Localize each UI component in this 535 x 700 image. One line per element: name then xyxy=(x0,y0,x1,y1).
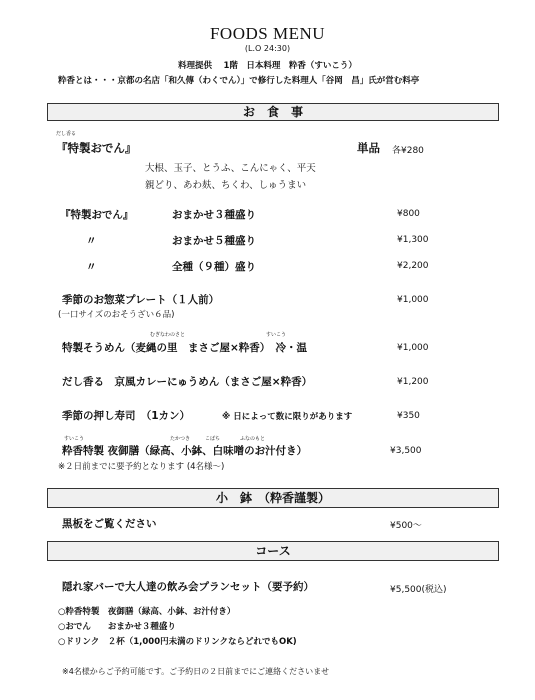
sushi-note: ※ 日によって数に限りがあります xyxy=(222,412,353,422)
ditto-mark: 〃 xyxy=(86,235,97,247)
curry-price: ¥1,200 xyxy=(397,377,429,387)
sushi-name: 季節の押し寿司 （1カン） xyxy=(62,410,191,422)
somen-price: ¥1,000 xyxy=(397,343,429,353)
plate-note: (一口サイズのおそうざい６品) xyxy=(58,310,175,320)
gozen-note: ※２日前までに要予約となります (4名様〜) xyxy=(58,462,225,472)
course-plan-name: 隠れ家バーで大人達の飲み会プランセット（要予約） xyxy=(62,581,314,593)
oden-name: 『特製おでん』 xyxy=(56,141,137,155)
oden-desc-1: 大根、玉子、とうふ、こんにゃく、平天 xyxy=(145,163,316,174)
course-footnote: ※4名様からご予約可能です。ご予約日の２日前までにご連絡くださいませ xyxy=(62,667,330,676)
course-plan-price: ¥5,500(税込) xyxy=(390,585,447,595)
section-meals: お 食 事 xyxy=(47,103,499,121)
section-kobachi: 小 鉢 （粋香謹製） xyxy=(47,488,499,508)
kobachi-item-price: ¥500〜 xyxy=(390,521,422,531)
oden-set-label: おまかせ３種盛り xyxy=(172,209,256,221)
course-item: ○おでん おまかせ３種盛り xyxy=(58,622,176,632)
gozen-ruby-3: こばち xyxy=(205,436,221,442)
section-course: コース xyxy=(47,541,499,561)
gozen-ruby-2: たかつき xyxy=(170,436,191,442)
plate-price: ¥1,000 xyxy=(397,295,429,305)
info-line-1: 料理提供 1階 日本料理 粋香（すいこう） xyxy=(178,61,357,71)
oden-single-label: 単品 xyxy=(357,141,380,155)
oden-set-price: ¥1,300 xyxy=(397,235,429,245)
menu-title: FOODS MENU xyxy=(209,24,326,43)
somen-ruby-2: すいこう xyxy=(266,332,287,338)
gozen-name: 粋香特製 夜御膳（緑高、小鉢、白味噌のお汁付き） xyxy=(62,445,308,457)
oden-ruby: だし香る xyxy=(56,131,77,137)
ditto-mark: 〃 xyxy=(86,261,97,273)
oden-set-price: ¥800 xyxy=(397,209,420,219)
kobachi-item-name: 黒板をご覧ください xyxy=(62,518,157,530)
last-order: (L.O 24:30) xyxy=(244,44,291,53)
oden-single-price: 各¥280 xyxy=(392,146,424,156)
oden-set-prefix: 『特製おでん』 xyxy=(60,209,134,221)
oden-set-label: おまかせ５種盛り xyxy=(172,235,256,247)
info-line-2: 粋香とは・・・京都の名店「和久傳（わくでん）」で修行した料理人「谷岡 昌」氏が営む料亭 xyxy=(58,76,420,86)
somen-name: 特製そうめん（麦縄の里 まさご屋×粋香） 冷・温 xyxy=(62,342,308,354)
curry-name: だし香る 京風カレーにゅうめん（まさご屋×粋香） xyxy=(62,376,313,388)
gozen-ruby-4: ふなのもと xyxy=(240,436,266,442)
plate-name: 季節のお惣菜プレート（１人前） xyxy=(62,294,220,306)
somen-ruby-1: むぎなわのさと xyxy=(150,332,186,338)
gozen-price: ¥3,500 xyxy=(390,446,422,456)
sushi-price: ¥350 xyxy=(397,411,420,421)
oden-set-price: ¥2,200 xyxy=(397,261,429,271)
gozen-ruby-1: すいこう xyxy=(64,436,85,442)
oden-set-label: 全種（９種）盛り xyxy=(172,261,256,273)
course-item: ○ドリンク ２杯（1,000円未満のドリンクならどれでもOK) xyxy=(58,637,297,647)
oden-desc-2: 親どり、あわ麸、ちくわ、しゅうまい xyxy=(145,180,307,191)
course-item: ○粋香特製 夜御膳（緑高、小鉢、お汁付き） xyxy=(58,607,236,617)
